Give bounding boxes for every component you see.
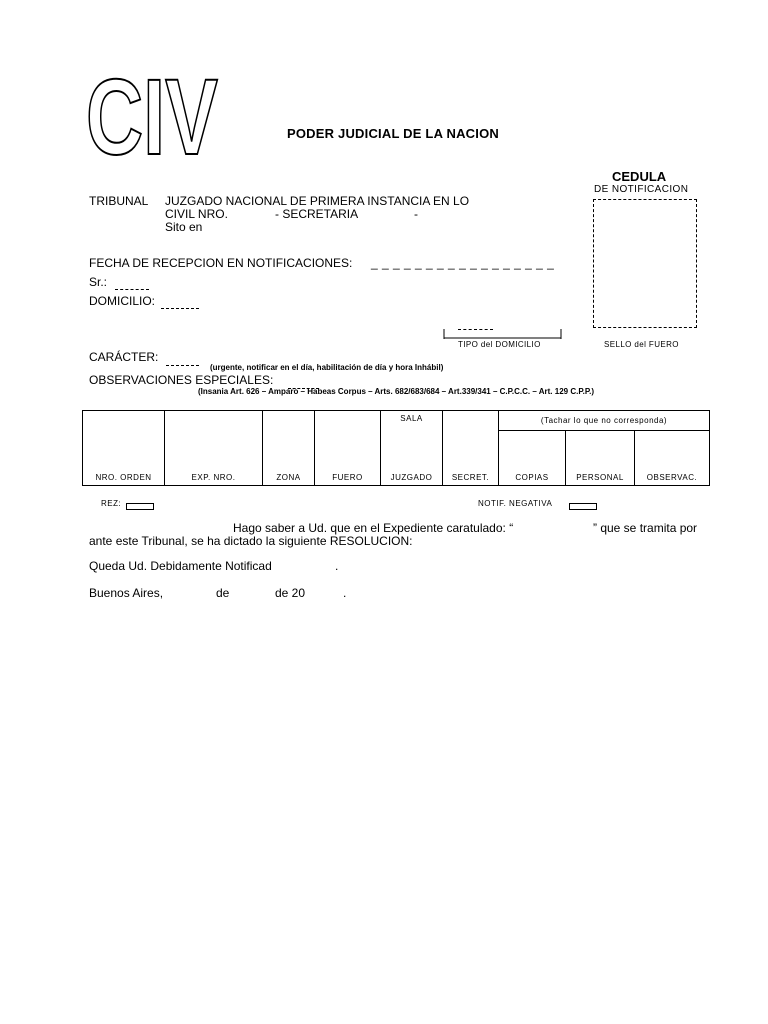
- col-personal: PERSONAL: [566, 431, 635, 486]
- col-copias: COPIAS: [499, 431, 566, 486]
- col-secret: SECRET.: [443, 411, 499, 486]
- sala-label: SALA: [400, 414, 423, 423]
- caracter-label: CARÁCTER:: [89, 350, 159, 364]
- sr-field[interactable]: [115, 277, 149, 295]
- caracter-field[interactable]: [166, 353, 199, 371]
- tribunal-dash: -: [414, 207, 418, 221]
- juzgado-label: JUZGADO: [390, 473, 433, 482]
- cedula-subheading: DE NOTIFICACION: [594, 184, 689, 195]
- caracter-note: (urgente, notificar en el día, habilitación de día y hora Inhábil): [210, 363, 444, 372]
- paragraph-line1-a: Hago saber a Ud. que en el Expediente caratulado: “: [233, 521, 514, 535]
- sello-label: SELLO del FUERO: [604, 340, 679, 349]
- domicilio-label: DOMICILIO:: [89, 294, 156, 308]
- civ-logo: [86, 56, 226, 177]
- data-table: [82, 410, 709, 486]
- observaciones-note: (Insania Art. 626 – Amparo – Habeas Corpus – Arts. 682/683/684 – Art.339/341 – C.P.C.C. – Art. 129 C.P.P.): [198, 387, 595, 396]
- notif-negativa-checkbox[interactable]: [569, 503, 597, 510]
- observaciones-label: OBSERVACIONES ESPECIALES:: [89, 373, 274, 387]
- date-de-1: de: [216, 586, 230, 600]
- col-exp-nro: EXP. NRO.: [165, 411, 263, 486]
- tribunal-civil-nro: CIVIL NRO.: [165, 207, 228, 221]
- fecha-blanks[interactable]: _ _ _ _ _ _ _ _ _ _ _ _ _ _ _ _ _: [371, 256, 555, 270]
- tribunal-line1: JUZGADO NACIONAL DE PRIMERA INSTANCIA EN LO: [165, 194, 470, 208]
- stamp-box: [593, 199, 697, 328]
- cedula-heading: CEDULA: [612, 169, 667, 184]
- ciudad-text: Buenos Aires,: [89, 586, 164, 600]
- tribunal-label: TRIBUNAL: [89, 194, 149, 208]
- col-zona: ZONA: [263, 411, 315, 486]
- col-juzgado: [381, 411, 443, 486]
- tipo-domicilio-label: TIPO del DOMICILIO: [458, 340, 541, 349]
- paragraph-line2: ante este Tribunal, se ha dictado la siguiente RESOLUCION:: [89, 534, 413, 548]
- civ-logo-text: CIV: [86, 56, 218, 177]
- notificado-text: Queda Ud. Debidamente Notificad: [89, 559, 272, 573]
- rez-label: REZ:: [101, 499, 122, 508]
- date-period: .: [343, 586, 347, 600]
- rez-checkbox[interactable]: [126, 503, 154, 510]
- notificado-period: .: [335, 559, 339, 573]
- tachar-note: (Tachar lo que no corresponda): [499, 411, 710, 431]
- col-fuero: FUERO: [315, 411, 381, 486]
- sr-label: Sr.:: [89, 275, 108, 289]
- tribunal-sito: Sito en: [165, 220, 203, 234]
- col-observac: OBSERVAC.: [635, 431, 710, 486]
- notif-negativa-label: NOTIF. NEGATIVA: [478, 499, 553, 508]
- date-de-2: de 20: [275, 586, 306, 600]
- fecha-label: FECHA DE RECEPCION EN NOTIFICACIONES:: [89, 256, 353, 270]
- domicilio-field[interactable]: [161, 296, 199, 314]
- page-title: PODER JUDICIAL DE LA NACION: [287, 126, 499, 141]
- tribunal-secretaria: - SECRETARIA: [275, 207, 359, 221]
- col-nro-orden: NRO. ORDEN: [83, 411, 165, 486]
- paragraph-line1-b: ” que se tramita por: [593, 521, 698, 535]
